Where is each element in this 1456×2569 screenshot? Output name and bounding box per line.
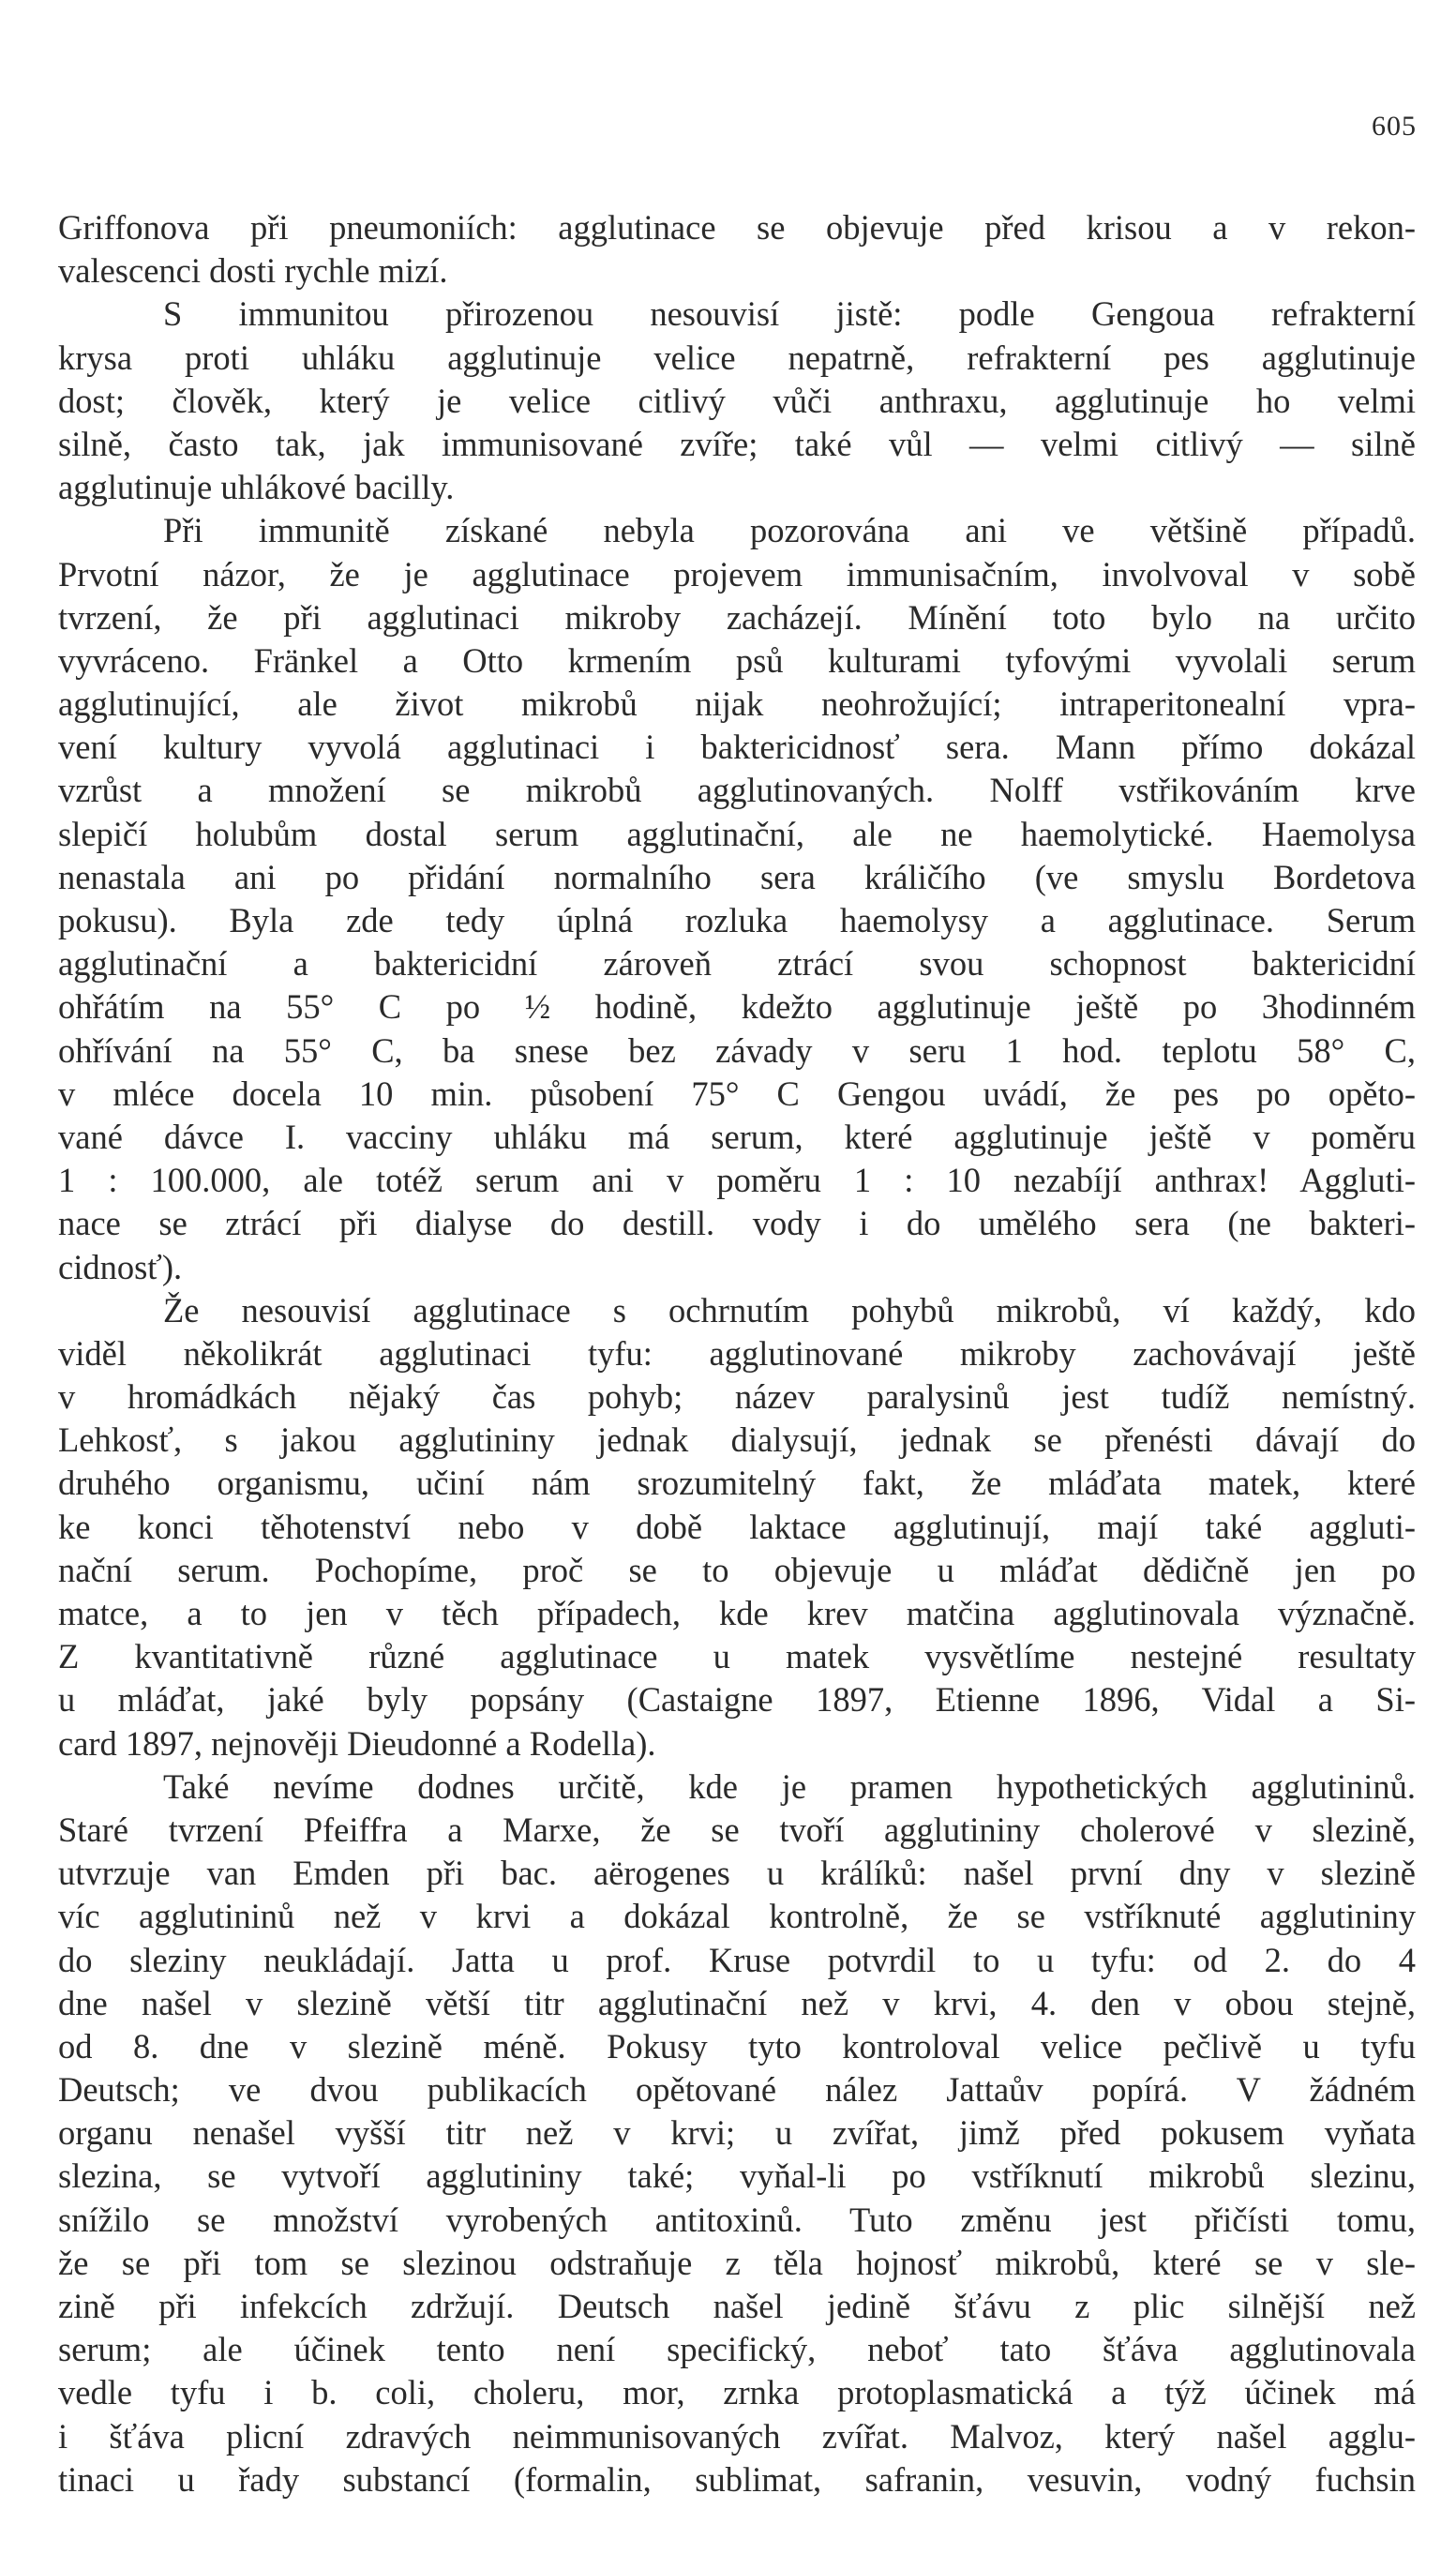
body-text bbox=[58, 206, 1416, 2501]
text-line: i šťáva plicní zdravých neimmunisovaných zvířat. Malvoz, který našel agglu- bbox=[58, 2416, 1416, 2456]
text-line: matce, a to jen v těch případech, kde krev matčina agglutinovala význačně. bbox=[58, 1594, 1416, 1632]
text-line: S immunitou přirozenou nesouvisí jistě: podle Gengoua refrakterní bbox=[163, 294, 1416, 334]
text-line: utvrzuje van Emden při bac. aërogenes u králíků: našel první dny v slezině bbox=[58, 1854, 1416, 1893]
text-line: agglutinující, ale život mikrobů nijak neohrožující; intraperitonealní vpra- bbox=[58, 684, 1416, 724]
text-line: v mléce docela 10 min. působení 75° C Gengou uvádí, že pes po opěto- bbox=[58, 1074, 1416, 1113]
text-line: vané dávce I. vacciny uhláku má serum, které agglutinuje ještě v poměru bbox=[58, 1117, 1416, 1156]
text-line: dne našel v slezině větší titr agglutinační než v krvi, 4. den v obou stejně, bbox=[58, 1983, 1416, 2022]
text-line: dost; člověk, který je velice citlivý vůči anthraxu, agglutinuje ho velmi bbox=[58, 381, 1416, 420]
text-line: ohřátím na 55° C po ½ hodině, kdežto agglutinuje ještě po 3hodinném bbox=[58, 987, 1416, 1027]
text-line: nace se ztrácí při dialyse do destill. vody i do umělého sera (ne bakteri- bbox=[58, 1204, 1416, 1243]
text-line: silně, často tak, jak immunisované zvíře; také vůl — velmi citlivý — silně bbox=[58, 424, 1416, 463]
text-line: vedle tyfu i b. coli, choleru, mor, zrnka protoplasmatická a týž účinek má bbox=[58, 2373, 1416, 2412]
text-line: valescenci dosti rychle mizí. bbox=[58, 251, 448, 291]
text-line: organu nenašel vyšší titr než v krvi; u zvířat, jimž před pokusem vyňata bbox=[58, 2113, 1416, 2153]
text-line: Také nevíme dodnes určitě, kde je pramen hypothetických agglutininů. bbox=[163, 1766, 1416, 1806]
text-line: víc agglutininů než v krvi a dokázal kontrolně, že se vstříknuté agglutininy bbox=[58, 1897, 1416, 1936]
text-line: serum; ale účinek tento není specifický, neboť tato šťáva agglutinovala bbox=[58, 2330, 1416, 2369]
text-line: u mláďat, jaké byly popsány (Castaigne 1897, Etienne 1896, Vidal a Si- bbox=[58, 1680, 1416, 1720]
text-line: Při immunitě získané nebyla pozorována ani ve většině případů. bbox=[163, 511, 1416, 550]
text-line: pokusu). Byla zde tedy úplná rozluka haemolysy a agglutinace. Serum bbox=[58, 901, 1416, 939]
text-line: tvrzení, že při agglutinaci mikroby zacházejí. Mínění toto bylo na určito bbox=[58, 597, 1416, 637]
page-number: 605 bbox=[1372, 111, 1417, 142]
text-line: Deutsch; ve dvou publikacích opětované nález Jattaův popírá. V žádném bbox=[58, 2070, 1416, 2110]
text-line: ohřívání na 55° C, ba snese bez závady v seru 1 hod. teplotu 58° C, bbox=[58, 1030, 1416, 1070]
text-line: ke konci těhotenství nebo v době laktace agglutinují, mají také aggluti- bbox=[58, 1507, 1416, 1546]
text-line: Staré tvrzení Pfeiffra a Marxe, že se tvoří agglutininy cholerové v slezině, bbox=[58, 1810, 1416, 1849]
text-line: agglutinuje uhlákové bacilly. bbox=[58, 468, 455, 507]
text-line: od 8. dne v slezině méně. Pokusy tyto kontroloval velice pečlivě u tyfu bbox=[58, 2026, 1416, 2066]
text-line: 1 : 100.000, ale totéž serum ani v poměru 1 : 10 nezabíjí anthrax! Aggluti- bbox=[58, 1161, 1416, 1200]
text-line: slezina, se vytvoří agglutininy také; vyňal-li po vstříknutí mikrobů slezinu, bbox=[58, 2156, 1416, 2196]
text-line: slepičí holubům dostal serum agglutinační, ale ne haemolytické. Haemolysa bbox=[58, 814, 1416, 853]
text-line: vení kultury vyvolá agglutinaci i baktericidnosť sera. Mann přímo dokázal bbox=[58, 728, 1416, 767]
text-line: Z kvantitativně různé agglutinace u matek vysvětlíme nestejné resultaty bbox=[58, 1637, 1416, 1676]
text-line: vyvráceno. Fränkel a Otto krmením psů kulturami tyfovými vyvolali serum bbox=[58, 640, 1416, 680]
text-line: Griffonova při pneumoniích: agglutinace se objevuje před krisou a v rekon- bbox=[58, 208, 1416, 247]
text-line: druhého organismu, učiní nám srozumitelný fakt, že mláďata matek, které bbox=[58, 1464, 1416, 1503]
text-line: card 1897, nejnověji Dieudonné a Rodella). bbox=[58, 1723, 656, 1763]
text-line: tinaci u řady substancí (formalin, sublimat, safranin, vesuvin, vodný fuchsin bbox=[58, 2459, 1416, 2499]
text-line: Lehkosť, s jakou agglutininy jednak dialysují, jednak se přenésti dávají do bbox=[58, 1420, 1416, 1460]
text-line: agglutinační a baktericidní zároveň ztrácí svou schopnost baktericidní bbox=[58, 944, 1416, 984]
text-line: cidnosť). bbox=[58, 1247, 183, 1286]
text-line: nenastala ani po přidání normalního sera králičího (ve smyslu Bordetova bbox=[58, 857, 1416, 896]
text-line: v hromádkách nějaký čas pohyb; název paralysinů jest tudíž nemístný. bbox=[58, 1377, 1416, 1417]
text-line: snížilo se množství vyrobených antitoxinů. Tuto změnu jest přičísti tomu, bbox=[58, 2200, 1416, 2239]
text-line: do sleziny neukládají. Jatta u prof. Kruse potvrdil to u tyfu: od 2. do 4 bbox=[58, 1940, 1416, 1979]
text-line: nační serum. Pochopíme, proč se to objevuje u mláďat dědičně jen po bbox=[58, 1550, 1416, 1589]
text-line: Že nesouvisí agglutinace s ochrnutím pohybů mikrobů, ví každý, kdo bbox=[163, 1290, 1416, 1330]
text-line: krysa proti uhláku agglutinuje velice nepatrně, refrakterní pes agglutinuje bbox=[58, 338, 1416, 377]
text-line: zině při infekcích zdržují. Deutsch našel jedině šťávu z plic silnější než bbox=[58, 2287, 1416, 2325]
text-line: viděl několikrát agglutinaci tyfu: agglutinované mikroby zachovávají ještě bbox=[58, 1333, 1416, 1373]
text-line: že se při tom se slezinou odstraňuje z těla hojnosť mikrobů, které se v sle- bbox=[58, 2243, 1416, 2282]
text-line: vzrůst a množení se mikrobů agglutinovaných. Nolff vstřikováním krve bbox=[58, 771, 1416, 810]
text-line: Prvotní názor, že je agglutinace projevem immunisačním, involvoval v sobě bbox=[58, 554, 1416, 593]
